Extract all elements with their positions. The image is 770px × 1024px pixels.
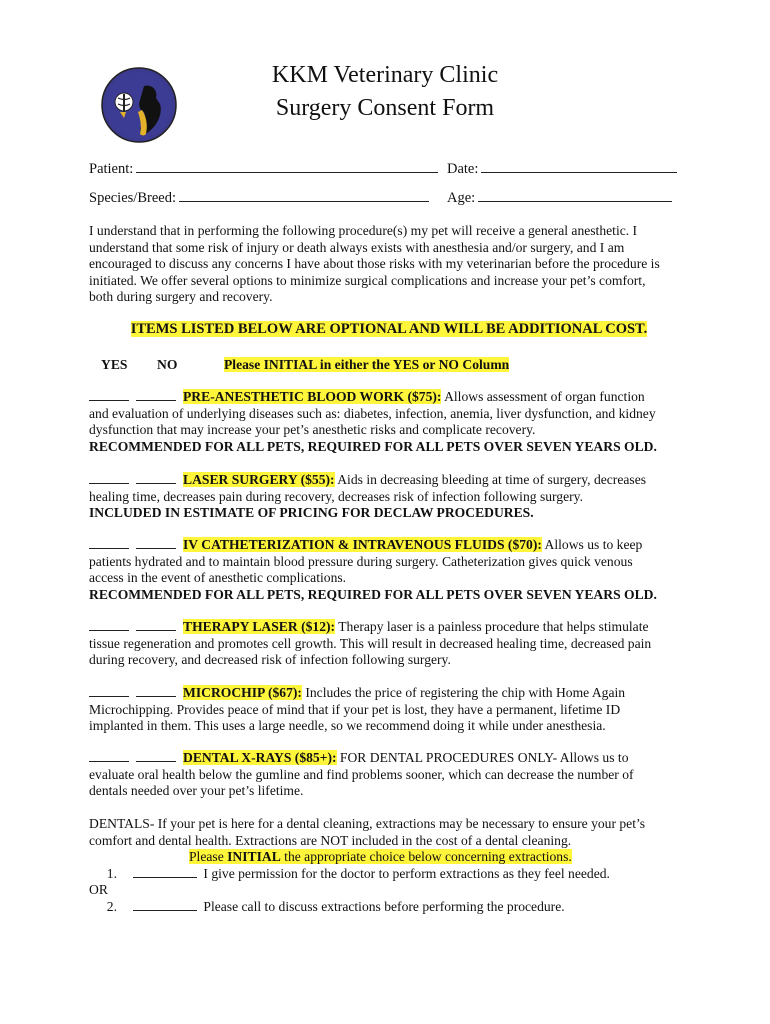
intro-line: both during surgery and recovery. — [89, 289, 273, 304]
species-breed-label: Species/Breed: — [89, 190, 176, 206]
or-label: OR — [89, 882, 108, 897]
no-initial-blank[interactable] — [136, 472, 176, 484]
option-title: PRE-ANESTHETIC BLOOD WORK ($75): — [183, 389, 442, 404]
species-breed-line[interactable] — [179, 189, 429, 202]
option-dental-x-rays: DENTAL X-RAYS ($85+): FOR DENTAL PROCEDURES ONLY- Allows us to evaluate oral health below the gumline and find problems sooner, which can decrease the number of dentals needed over your pet’s lifetime. — [89, 750, 634, 798]
clinic-logo-icon — [100, 66, 178, 144]
yes-initial-blank[interactable] — [89, 750, 129, 762]
no-initial-blank[interactable] — [136, 750, 176, 762]
no-column-header: NO — [157, 357, 178, 372]
option-note: RECOMMENDED FOR ALL PETS, REQUIRED FOR ALL PETS OVER SEVEN YEARS OLD. — [89, 438, 657, 454]
intro-line: encouraged to discuss any concerns I have about those risks with my veterinarian before the procedure is — [89, 256, 660, 271]
option-title: IV CATHETERIZATION & INTRAVENOUS FLUIDS ($70): — [183, 537, 542, 552]
no-initial-blank[interactable] — [136, 537, 176, 549]
date-line[interactable] — [481, 160, 677, 173]
option-title: THERAPY LASER ($12): — [183, 619, 336, 634]
intro-line: understand that some risk of injury or death always exists with anesthesia and/or surgery, and I am — [89, 239, 625, 255]
yes-initial-blank[interactable] — [89, 619, 129, 631]
extraction-option-2: 2. Please call to discuss extractions before performing the procedure. — [106, 898, 565, 914]
no-initial-blank[interactable] — [136, 619, 176, 631]
age-line[interactable] — [478, 189, 672, 202]
dentals-section: DENTALS- If your pet is here for a dental cleaning, extractions may be necessary to ensure your pet’s comfort and dental health. Extractions are NOT included in the cost of a dental cleaning. Please INITIAL the appropriate choice below concerning extractions. 1. I give permission for the doctor to perform extractions as they feel needed. OR 2. Please call to discuss extractions before performing the procedure. — [89, 816, 689, 915]
intro-line: I understand that in performing the following procedure(s) my pet will receive a general anesthetic. I — [89, 223, 638, 238]
age-label: Age: — [447, 190, 476, 206]
option-laser-surgery: LASER SURGERY ($55): Aids in decreasing bleeding at time of surgery, decreases healing time, decreases pain during recovery, decreases risk of infection following surgery. INCLUDED IN ESTIMATE OF PRICING FOR DECLAW PROCEDURES. — [89, 472, 689, 522]
option-iv-catheterization: IV CATHETERIZATION & INTRAVENOUS FLUIDS ($70): Allows us to keep patients hydrated and to maintain blood pressure during surgery. Catheterization gives quick venous access in the event of anesthetic complications. RECOMMENDED FOR ALL PETS, REQUIRED FOR ALL PETS OVER SEVEN YEARS OLD. — [89, 537, 689, 603]
no-initial-blank[interactable] — [136, 685, 176, 697]
yes-initial-blank[interactable] — [89, 685, 129, 697]
date-label: Date: — [447, 161, 479, 177]
no-initial-blank[interactable] — [136, 389, 176, 401]
extraction-instruction: Please INITIAL the appropriate choice below concerning extractions. — [189, 849, 572, 864]
form-title: Surgery Consent Form — [275, 95, 495, 121]
intro-line: initiated. We offer several options to minimize surgical complications and increase your pet’s comfort, — [89, 272, 646, 288]
patient-label: Patient: — [89, 161, 134, 177]
option-2-initial-blank[interactable] — [133, 899, 197, 911]
yes-column-header: YES — [101, 357, 128, 372]
yes-initial-blank[interactable] — [89, 537, 129, 549]
date-field[interactable] — [447, 160, 677, 178]
option-note: INCLUDED IN ESTIMATE OF PRICING FOR DECLAW PROCEDURES. — [89, 505, 534, 520]
patient-line[interactable] — [136, 160, 438, 173]
option-therapy-laser: THERAPY LASER ($12): Therapy laser is a painless procedure that helps stimulate tissue regeneration and promotes cell growth. This will result in decreased healing time, decreased pain during recovery, and decreased risk of infection following surgery. — [89, 619, 652, 667]
patient-field[interactable] — [89, 160, 438, 178]
age-field[interactable] — [447, 189, 672, 207]
option-microchip: MICROCHIP ($67): Includes the price of registering the chip with Home Again Microchipping. Provides peace of mind that if your pet is lost, they have a permanent, lifetime ID implanted in them. This uses a large needle, so we recommend doing it while under anesthesia. — [89, 685, 626, 733]
option-title: LASER SURGERY ($55): — [183, 472, 335, 487]
initial-instruction: Please INITIAL in either the YES or NO Column — [224, 357, 510, 372]
option-1-initial-blank[interactable] — [133, 866, 197, 878]
optional-items-heading: ITEMS LISTED BELOW ARE OPTIONAL AND WILL BE ADDITIONAL COST. — [130, 321, 648, 337]
yes-initial-blank[interactable] — [89, 472, 129, 484]
option-pre-anesthetic-blood-work: PRE-ANESTHETIC BLOOD WORK ($75): Allows assessment of organ function and evaluation of underlying diseases such as: diabetes, infection, anemia, liver dysfunction, and kidney dysfunction that may increase your pet’s anesthetic risks and complicate recovery. RECOMMENDED FOR ALL PETS, REQUIRED FOR ALL PETS OVER SEVEN YEARS OLD. — [89, 389, 689, 455]
intro-paragraph — [89, 223, 689, 306]
extraction-option-1: 1. I give permission for the doctor to perform extractions as they feel needed. — [106, 865, 610, 881]
species-breed-field[interactable] — [89, 189, 429, 207]
option-title: DENTAL X-RAYS ($85+): — [183, 750, 337, 765]
yes-initial-blank[interactable] — [89, 389, 129, 401]
option-title: MICROCHIP ($67): — [183, 685, 302, 700]
option-note: RECOMMENDED FOR ALL PETS, REQUIRED FOR ALL PETS OVER SEVEN YEARS OLD. — [89, 586, 657, 602]
clinic-name: KKM Veterinary Clinic — [271, 62, 499, 88]
